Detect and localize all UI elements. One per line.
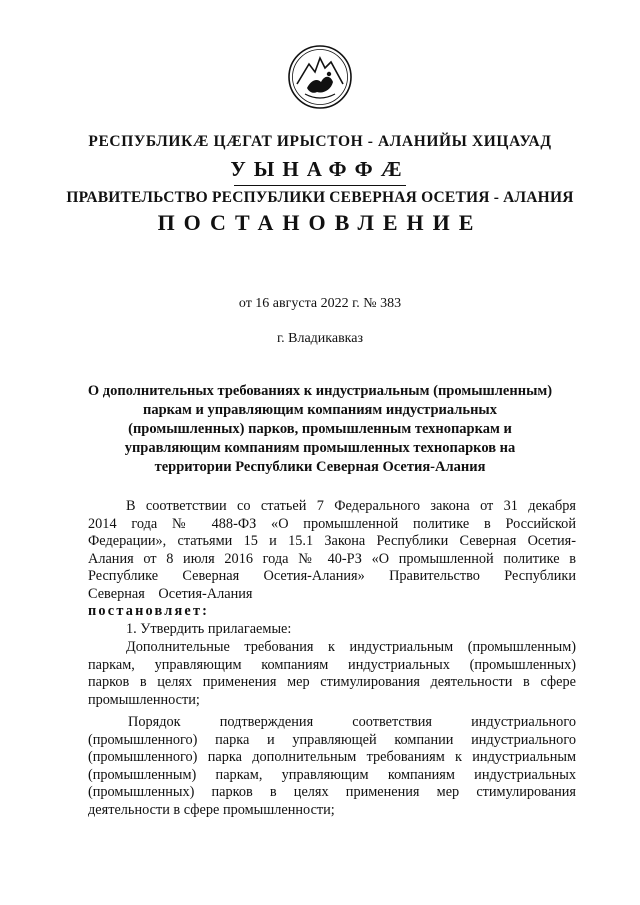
resolves-keyword: постановляет: xyxy=(88,603,210,619)
procedure-line: (промышленного) парка дополнительным требованиям к индустриальным xyxy=(88,749,576,766)
requirements-line: паркам, управляющим компаниям индустриальных (промышленных) xyxy=(88,656,576,673)
item-1: 1. Утвердить прилагаемые: xyxy=(126,621,292,637)
procedure-paragraph xyxy=(88,714,576,820)
title-line: О дополнительных требованиях к индустриальным (промышленным) xyxy=(87,383,553,399)
government-name: ПРАВИТЕЛЬСТВО РЕСПУБЛИКИ СЕВЕРНАЯ ОСЕТИЯ - АЛАНИЯ xyxy=(66,189,574,206)
procedure-line: деятельности в сфере промышленности; xyxy=(88,801,335,818)
document-date-number: от 16 августа 2022 г. № 383 xyxy=(238,296,402,311)
title-line: (промышленных) парков, промышленным технопаркам и xyxy=(128,421,512,437)
procedure-line: (промышленного) парка и управляющей компании индустриального xyxy=(88,731,576,748)
preamble-line: Алания от 8 июля 2016 года № 40-РЗ «О промышленной политике в xyxy=(88,550,576,567)
requirements-line: промышленности; xyxy=(88,691,200,708)
title-line: управляющим компаниям промышленных технопарков на xyxy=(124,440,516,456)
preamble-line: Республике Северная Осетия-Алания» Правительство Республики xyxy=(88,568,576,585)
procedure-line: Порядок подтверждения соответствия индустриального xyxy=(128,714,576,730)
requirements-paragraph xyxy=(88,639,576,709)
preamble-line: 2014 года № 488-ФЗ «О промышленной политике в Российской xyxy=(88,515,576,532)
preamble-line: В соответствии со статьей 7 Федерального закона от 31 декабря xyxy=(126,498,576,514)
document-city: г. Владикавказ xyxy=(276,331,364,346)
procedure-line: (промышленным) паркам, управляющим компаниям индустриальных xyxy=(88,766,576,783)
requirements-line: Дополнительные требования к индустриальным (промышленным) xyxy=(126,639,576,655)
preamble-paragraph xyxy=(88,498,576,604)
requirements-line: парков в целях применения мер стимулирования деятельности в сфере xyxy=(88,674,576,691)
ossetian-document-type: УЫНАФФӔ xyxy=(230,157,410,181)
document-title xyxy=(70,382,570,477)
preamble-line: Северная Осетия-Алания xyxy=(88,585,253,602)
procedure-line: (промышленных) парков в целях применения мер стимулирования xyxy=(88,784,576,801)
document-type: ПОСТАНОВЛЕНИЕ xyxy=(157,210,483,235)
ossetian-republic-name: РЕСПУБЛИКӔ ЦӔГАТ ИРЫСТОН - АЛАНИЙЫ ХИЦАУАД xyxy=(88,133,552,150)
title-line: паркам и управляющим компаниям индустриальных xyxy=(142,402,498,418)
title-line: территории Республики Северная Осетия-Алания xyxy=(154,459,486,475)
coat-of-arms-icon xyxy=(287,44,353,110)
header-divider xyxy=(234,185,406,186)
preamble-line: Федерации», статьями 15 и 15.1 Закона Республики Северная Осетия- xyxy=(88,533,576,550)
